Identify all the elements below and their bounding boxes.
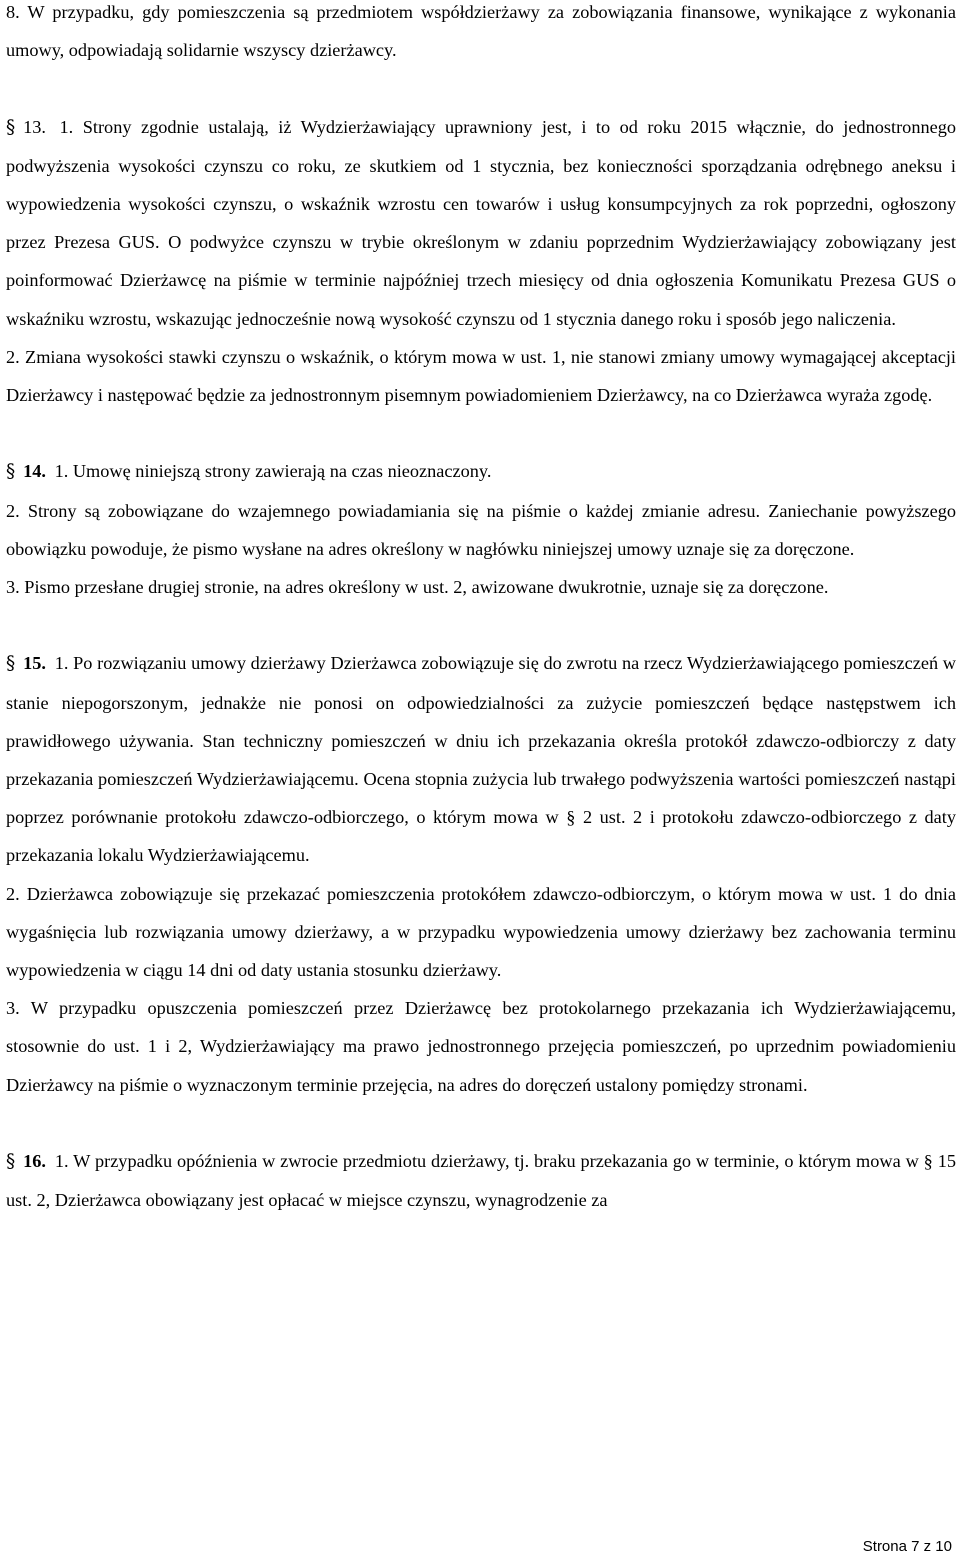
section-15-paragraph-3: 3. W przypadku opuszczenia pomieszczeń przez Dzierżawcę bez protokolarnego przekazania ich Wydzierżawiającemu, stosownie do ust. 1 i 2, Wydzierżawiający ma prawo jednostronnego przejęcia pomieszczeń, po uprzednim powiadomieniu Dzierżawcy na piśmie o wyznaczonym terminie przejęcia, na adres do doręczeń ustalony pomiędzy stronami. bbox=[6, 998, 956, 1095]
section-15-text-1: 1. Po rozwiązaniu umowy dzierżawy Dzierżawca zobowiązuje się do zwrotu na rzecz Wydzierżawiającego pomieszczeń w stanie niepogorszonym, jednakże nie ponosi on odpowiedzialności za zużycie pomieszczeń będące następstwem ich prawidłowego używania. Stan techniczny pomieszczeń w dniu ich przekazania określa protokół zdawczo-odbiorczy z daty przekazania pomieszczeń Wydzierżawiającemu. Ocena stopnia zużycia lub trwałego podwyższenia wartości pomieszczeń nastąpi poprzez porównanie protokołu zdawczo-odbiorczego, o którym mowa w § 2 ust. 2 i protokołu zdawczo-odbiorczego z daty przekazania lokalu Wydzierżawiającemu. bbox=[6, 653, 956, 866]
paragraph-8: 8. W przypadku, gdy pomieszczenia są przedmiotem współdzierżawy za zobowiązania finansowe, wynikające z wykonania umowy, odpowiadają solidarnie wszyscy dzierżawcy. bbox=[6, 2, 956, 61]
section-14-paragraph-3: 3. Pismo przesłane drugiej stronie, na adres określony w ust. 2, awizowane dwukrotnie, uznaje się za doręczone. bbox=[6, 577, 829, 598]
section-number: 14. bbox=[23, 461, 46, 482]
section-15-paragraph-2: 2. Dzierżawca zobowiązuje się przekazać pomieszczenia protokółem zdawczo-odbiorczym, o którym mowa w ust. 1 do dnia wygaśnięcia lub rozwiązania umowy dzierżawy, a w przypadku wypowiedzenia umowy dzierżawy bez zachowania terminu wypowiedzenia w ciągu 14 dni od daty ustania stosunku dzierżawy. bbox=[6, 883, 956, 981]
section-number: 16. bbox=[23, 1151, 46, 1172]
section-13-text-1: 1. Strony zgodnie ustalają, iż Wydzierżawiający uprawniony jest, i to od roku 2015 włącznie, do jednostronnego podwyższenia wysokości czynszu co roku, ze skutkiem od 1 stycznia, bez konieczności sporządzania odrębnego aneksu i wypowiedzenia wysokości czynszu, o wskaźnik wzrostu cen towarów i usług konsumpcyjnych za rok poprzedni, ogłoszony przez Prezesa GUS. O podwyżce czynszu w trybie określonym w zdaniu poprzednim Wydzierżawiający zobowiązany jest poinformować Dzierżawcę na piśmie w terminie najpóźniej trzech miesięcy od dnia ogłoszenia Komunikatu Prezesa GUS o wskaźniku wzrostu, wskazując jednocześnie nową wysokość czynszu od 1 stycznia danego roku i sposób jego naliczenia. bbox=[6, 116, 956, 329]
section-number: 13. bbox=[23, 116, 46, 137]
section-spacer bbox=[6, 606, 956, 644]
section-spacer bbox=[6, 69, 956, 107]
section-spacer bbox=[6, 1104, 956, 1142]
section-16-paragraph-1 bbox=[6, 1142, 956, 1219]
section-spacer bbox=[6, 414, 956, 452]
document-page bbox=[6, 0, 956, 1219]
section-16-text-1: 1. W przypadku opóźnienia w zwrocie przedmiotu dzierżawy, tj. braku przekazania go w terminie, o którym mowa w § 15 ust. 2, Dzierżawca obowiązany jest opłacać w miejsce czynszu, wynagrodzenie za bbox=[6, 1151, 956, 1211]
section-symbol: § bbox=[6, 461, 16, 483]
section-14-paragraph-1 bbox=[6, 452, 956, 491]
section-15-paragraph-1 bbox=[6, 644, 956, 874]
section-13-paragraph-2: 2. Zmiana wysokości stawki czynszu o wskaźnik, o którym mowa w ust. 1, nie stanowi zmiany umowy wymagającej akceptacji Dzierżawcy i następować będzie za jednostronnym pisemnym powiadomieniem Dzierżawcy, na co Dzierżawca wyraża zgodę. bbox=[6, 346, 956, 406]
section-symbol: § bbox=[6, 653, 16, 675]
section-number: 15. bbox=[23, 653, 46, 674]
section-14-paragraph-2: 2. Strony są zobowiązane do wzajemnego powiadamiania się na piśmie o każdej zmianie adresu. Zaniechanie powyższego obowiązku powoduje, że pismo wysłane na adres określony w nagłówku niniejszej umowy uznaje się za doręczone. bbox=[6, 500, 956, 559]
section-13-paragraph-1 bbox=[6, 108, 956, 338]
section-14-text-1: 1. Umowę niniejszą strony zawierają na czas nieoznaczony. bbox=[54, 461, 492, 482]
section-symbol: § bbox=[6, 1151, 16, 1173]
page-number-label: Strona 7 z 10 bbox=[862, 1538, 952, 1555]
section-symbol: § bbox=[6, 116, 16, 138]
